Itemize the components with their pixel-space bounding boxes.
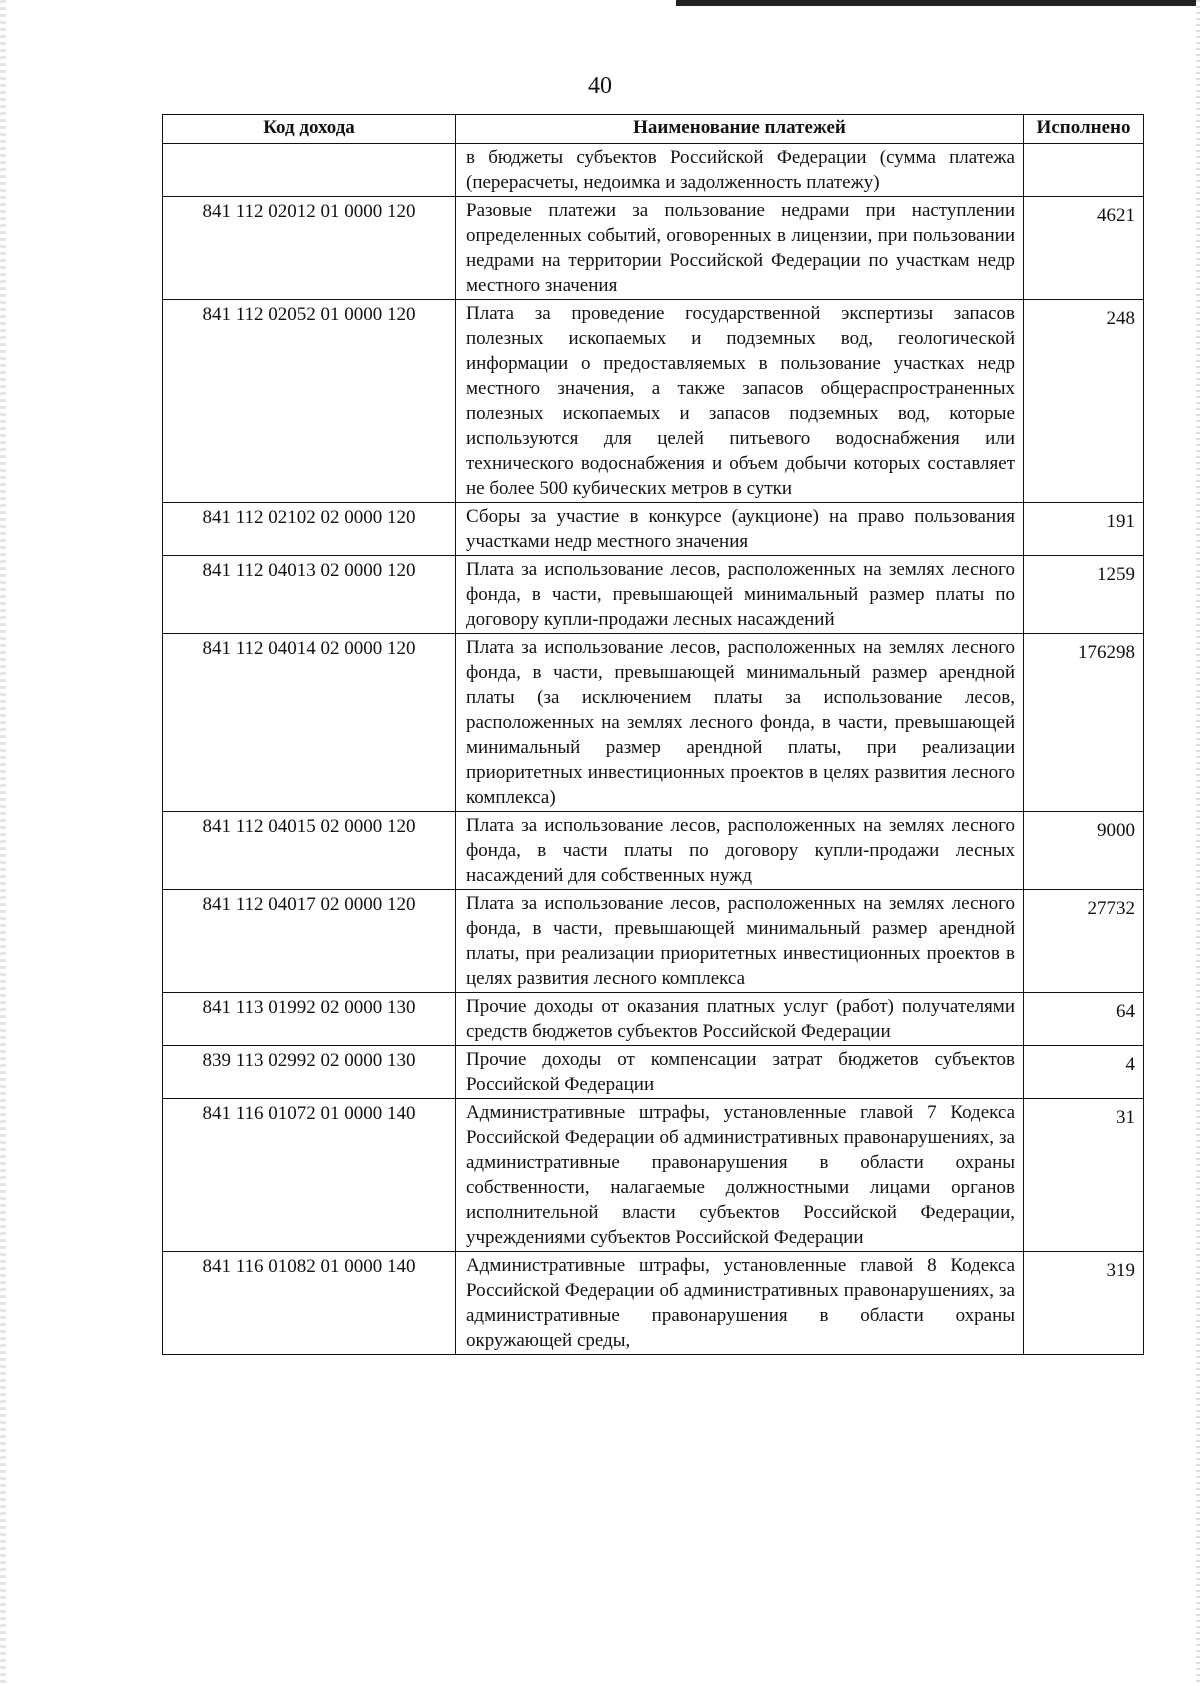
revenue-code	[163, 144, 456, 197]
revenue-code: 841 112 02102 02 0000 120	[163, 503, 456, 556]
executed-amount: 191	[1024, 503, 1144, 556]
revenue-code: 841 112 04013 02 0000 120	[163, 556, 456, 634]
executed-amount: 64	[1024, 993, 1144, 1046]
executed-amount	[1024, 144, 1144, 197]
table-row	[163, 1252, 1144, 1355]
revenue-code: 841 112 02012 01 0000 120	[163, 197, 456, 300]
payment-name: Административные штрафы, установленные главой 7 Кодекса Российской Федерации об административных правонарушениях, за административные правонарушения в области охраны собственности, налагаемые должностными лицами органов исполнительной власти субъектов Российской Федерации, учреждениями субъектов Российской Федерации	[456, 1099, 1024, 1252]
executed-amount: 4	[1024, 1046, 1144, 1099]
scan-left-edge	[0, 0, 6, 1686]
table-row	[163, 300, 1144, 503]
payment-name: Плата за использование лесов, расположенных на землях лесного фонда, в части, превышающей минимальный размер арендной платы (за исключением платы за использование лесов, расположенных на землях лесного фонда, в части, превышающей минимальный размер арендной платы, при реализации приоритетных инвестиционных проектов в целях развития лесного комплекса)	[456, 634, 1024, 812]
table-row	[163, 993, 1144, 1046]
header-amount: Исполнено	[1024, 115, 1144, 144]
executed-amount: 248	[1024, 300, 1144, 503]
revenue-code: 841 112 02052 01 0000 120	[163, 300, 456, 503]
table-row	[163, 1099, 1144, 1252]
executed-amount: 9000	[1024, 812, 1144, 890]
revenue-code: 841 113 01992 02 0000 130	[163, 993, 456, 1046]
executed-amount: 176298	[1024, 634, 1144, 812]
table-row	[163, 144, 1144, 197]
page-number: 40	[588, 73, 612, 99]
table-body	[163, 144, 1144, 1355]
header-name: Наименование платежей	[456, 115, 1024, 144]
header-code: Код дохода	[163, 115, 456, 144]
table-row	[163, 503, 1144, 556]
revenue-code: 841 112 04017 02 0000 120	[163, 890, 456, 993]
table-row	[163, 890, 1144, 993]
payment-name: Прочие доходы от компенсации затрат бюджетов субъектов Российской Федерации	[456, 1046, 1024, 1099]
scan-right-edge	[1196, 0, 1200, 1686]
executed-amount: 1259	[1024, 556, 1144, 634]
revenue-code: 841 112 04015 02 0000 120	[163, 812, 456, 890]
scan-top-edge-line	[676, 0, 1200, 6]
revenue-table	[162, 114, 1144, 1355]
table-row	[163, 634, 1144, 812]
revenue-code: 841 116 01072 01 0000 140	[163, 1099, 456, 1252]
payment-name: Прочие доходы от оказания платных услуг (работ) получателями средств бюджетов субъектов Российской Федерации	[456, 993, 1024, 1046]
payment-name: Плата за проведение государственной экспертизы запасов полезных ископаемых и подземных вод, геологической информации о предоставляемых в пользование участках недр местного значения, а также запасов общераспространенных полезных ископаемых и запасов подземных вод, которые используются для целей питьевого водоснабжения или технического водоснабжения и объем добычи которых составляет не более 500 кубических метров в сутки	[456, 300, 1024, 503]
table-row	[163, 1046, 1144, 1099]
table-row	[163, 197, 1144, 300]
executed-amount: 319	[1024, 1252, 1144, 1355]
payment-name: Плата за использование лесов, расположенных на землях лесного фонда, в части, превышающей минимальный размер арендной платы, при реализации приоритетных инвестиционных проектов в целях развития лесного комплекса	[456, 890, 1024, 993]
revenue-code: 841 112 04014 02 0000 120	[163, 634, 456, 812]
table-row	[163, 812, 1144, 890]
revenue-code: 839 113 02992 02 0000 130	[163, 1046, 456, 1099]
executed-amount: 31	[1024, 1099, 1144, 1252]
payment-name: в бюджеты субъектов Российской Федерации (сумма платежа (перерасчеты, недоимка и задолженность платежу)	[456, 144, 1024, 197]
payment-name: Плата за использование лесов, расположенных на землях лесного фонда, в части платы по договору купли-продажи лесных насаждений для собственных нужд	[456, 812, 1024, 890]
table-header	[163, 115, 1144, 144]
payment-name: Плата за использование лесов, расположенных на землях лесного фонда, в части, превышающей минимальный размер платы по договору купли-продажи лесных насаждений	[456, 556, 1024, 634]
executed-amount: 4621	[1024, 197, 1144, 300]
payment-name: Разовые платежи за пользование недрами при наступлении определенных событий, оговоренных в лицензии, при пользовании недрами на территории Российской Федерации по участкам недр местного значения	[456, 197, 1024, 300]
payment-name: Административные штрафы, установленные главой 8 Кодекса Российской Федерации об административных правонарушениях, за административные правонарушения в области охраны окружающей среды,	[456, 1252, 1024, 1355]
table-row	[163, 556, 1144, 634]
executed-amount: 27732	[1024, 890, 1144, 993]
revenue-code: 841 116 01082 01 0000 140	[163, 1252, 456, 1355]
header-row	[163, 115, 1144, 144]
payment-name: Сборы за участие в конкурсе (аукционе) на право пользования участками недр местного значения	[456, 503, 1024, 556]
